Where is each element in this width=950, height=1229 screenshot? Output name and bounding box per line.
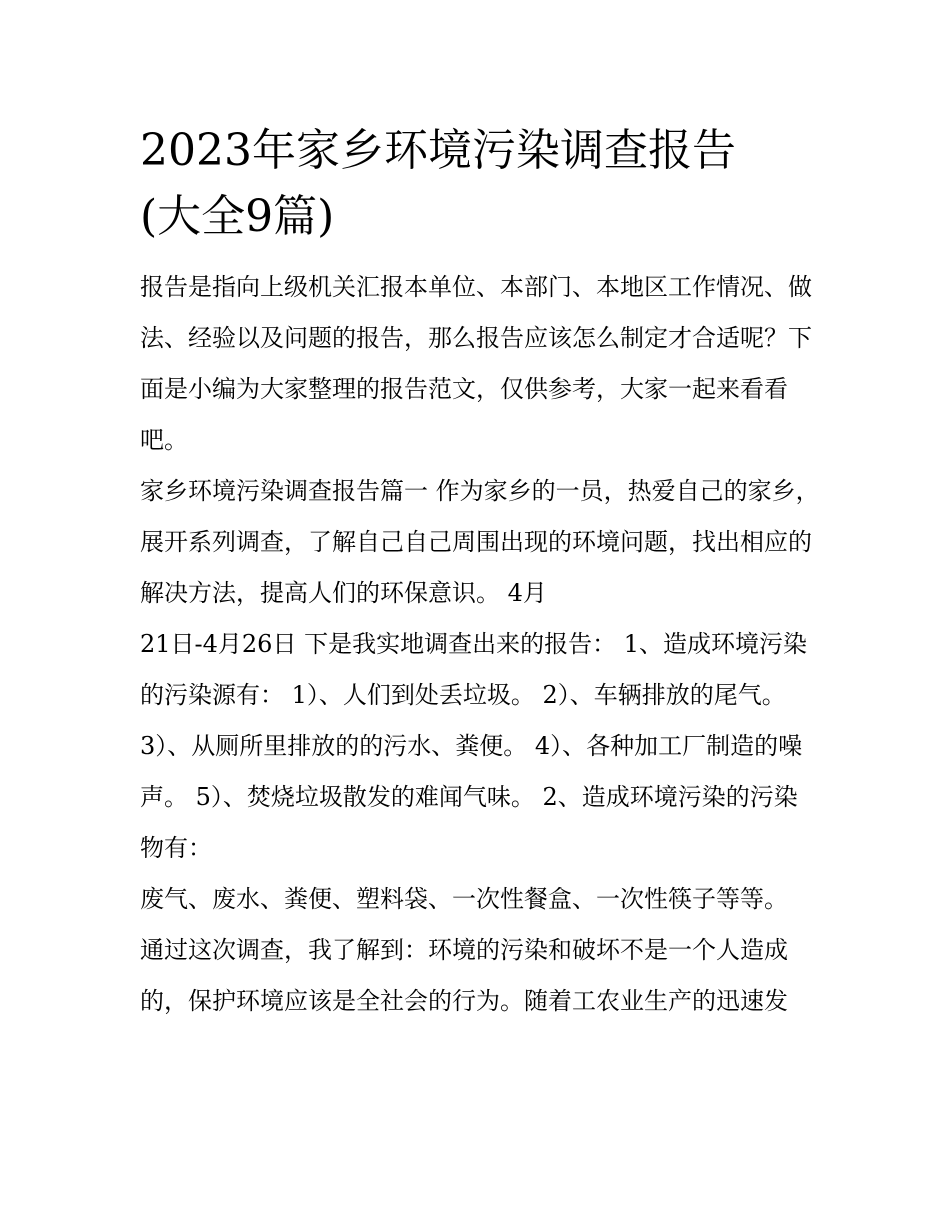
paragraph-intro: 报告是指向上级机关汇报本单位、本部门、本地区工作情况、做法、经验以及问题的报告，那么报告应该怎么制定才合适呢？下面是小编为大家整理的报告范文，仅供参考，大家一起来看看吧。 [140,273,812,454]
document-content [140,118,820,1027]
title-line-1: 2023年家乡环境污染调查报告 [140,125,736,176]
paragraph-article-1-opening: 家乡环境污染调查报告篇一 作为家乡的一员，热爱自己的家乡，展开系列调查，了解自己自己周围出现的环境问题，找出相应的解决方法，提高人们的环保意识。 4月 [140,477,820,607]
paragraph-pollutants: 废气、废水、粪便、塑料袋、一次性餐盒、一次性筷子等等。 [140,885,788,913]
document-title [140,118,820,250]
paragraph-pollution-sources: 21日-4月26日 下是我实地调查出来的报告： 1、造成环境污染的污染源有： 1）、人们到处丢垃圾。 2）、车辆排放的尾气。 [140,630,807,709]
title-line-2: (大全9篇) [140,191,335,242]
paragraph-pollution-sources-continued: 3）、从厕所里排放的的污水、粪便。 4）、各种加工厂制造的噪声。 5）、焚烧垃圾散发的难闻气味。 2、造成环境污染的污染物有： [140,732,803,862]
paragraph-conclusion: 通过这次调查，我了解到：环境的污染和破坏不是一个人造成的，保护环境应该是全社会的行为。随着工农业生产的迅速发 [140,936,788,1015]
